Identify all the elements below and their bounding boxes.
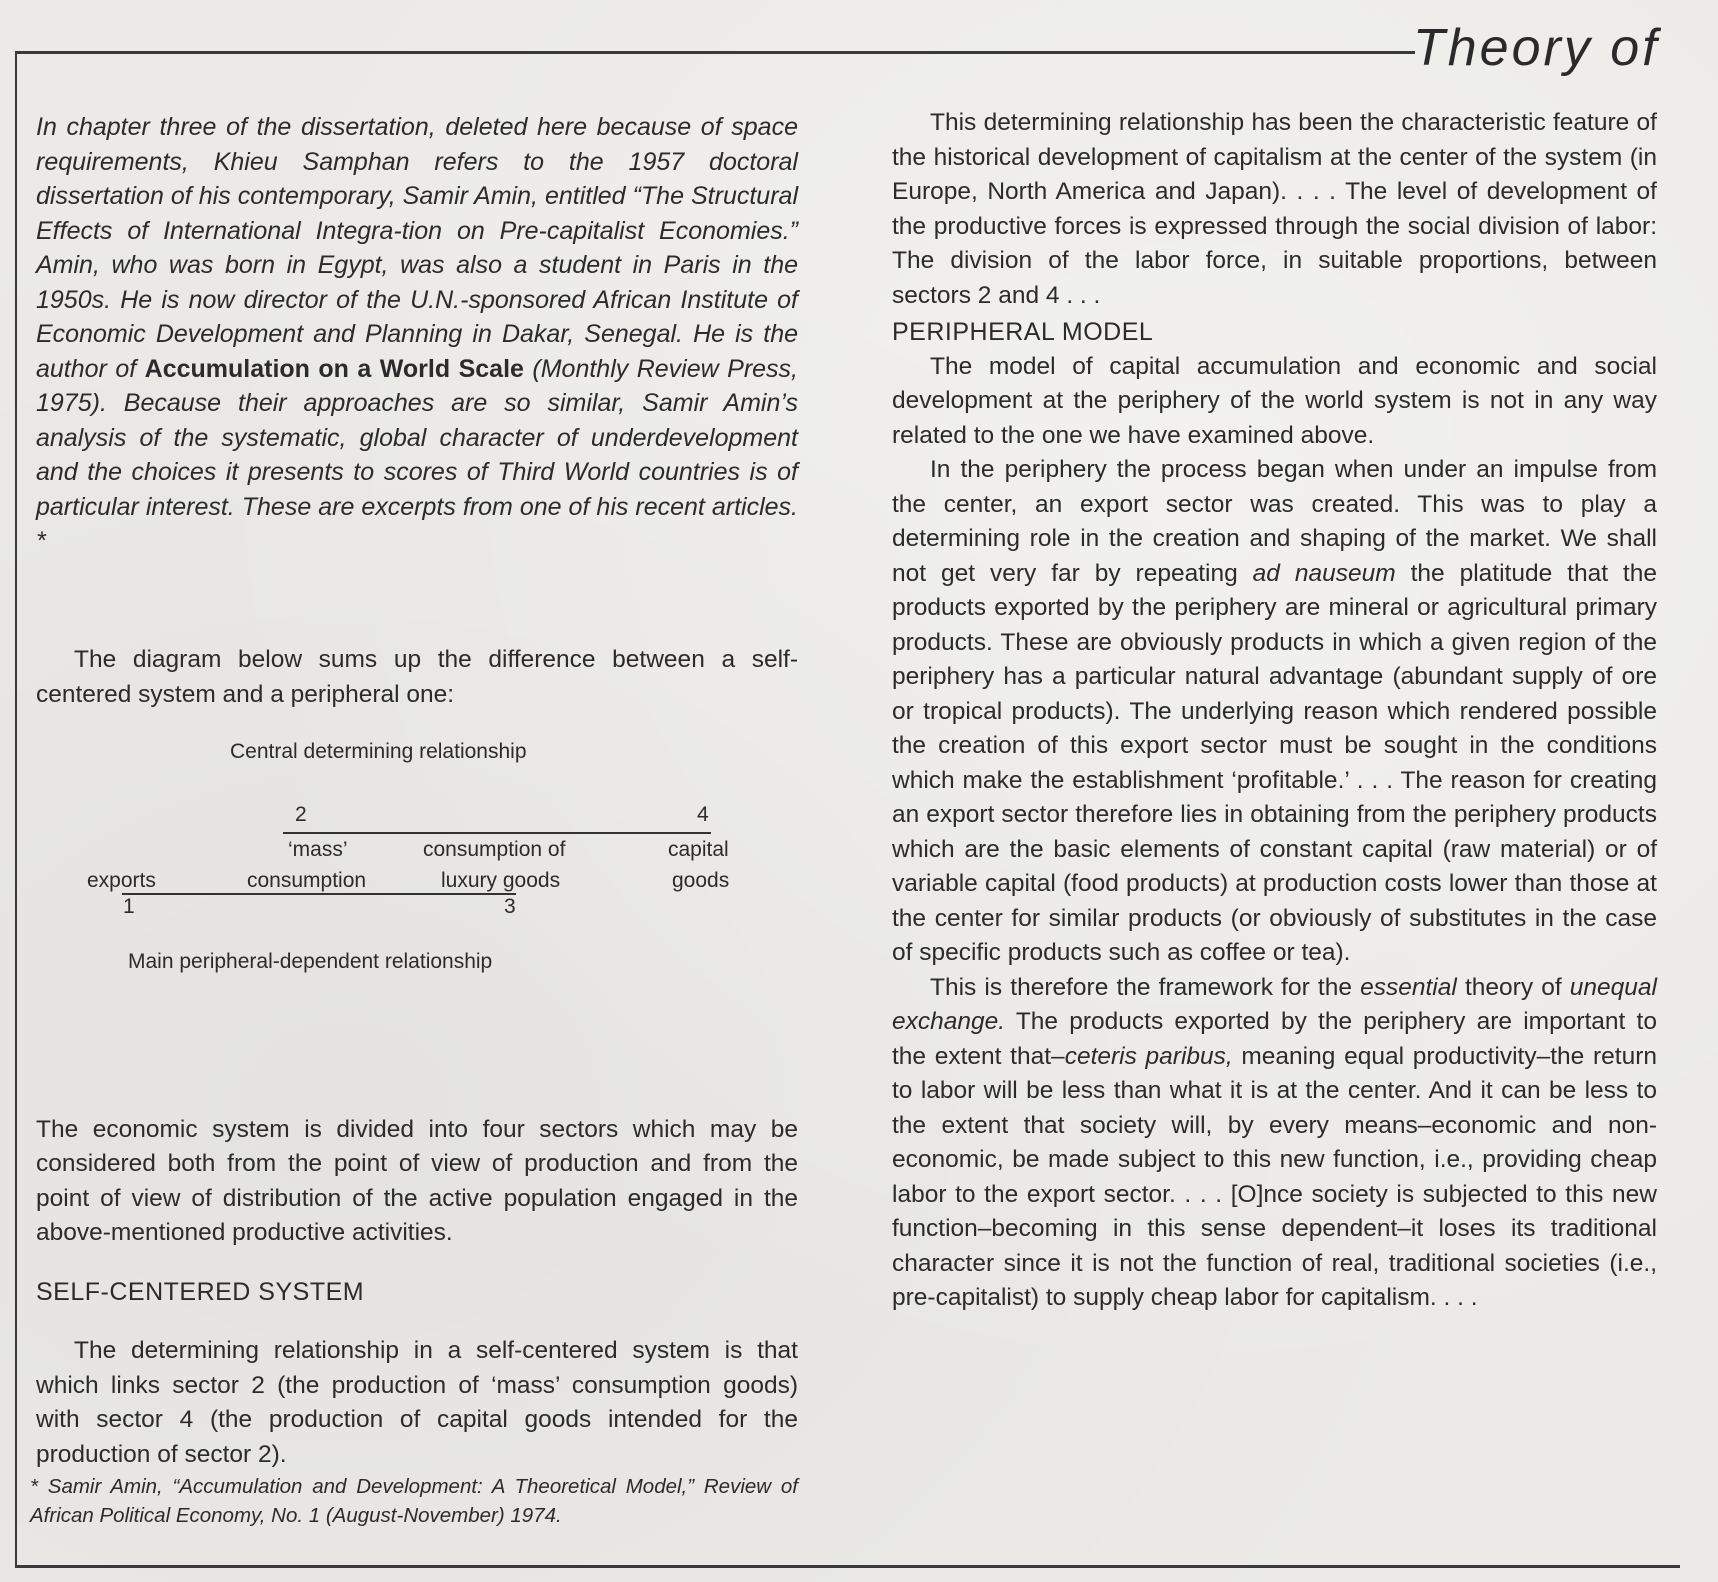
book-title: Accumulation on a World Scale — [144, 354, 524, 383]
label-exports: exports — [87, 869, 156, 892]
paragraph-peripheral-model: The model of capital accumulation and economic and social development at the periphery of the world system is not in any way related to the one we have examined above. — [892, 352, 1657, 449]
self-centered-paragraph: The determining relationship in a self-centered system is that which links sector 2 (the production of ‘mass’ consumption goods) with sector 4 (the production of capital goods intended for the production of sector 2). — [36, 1337, 798, 1468]
paragraph-export-sector-text: In the periphery the process began when under an impulse from the center, an export sector was created. This was to play a determining role in the creation and shaping of the market. We shall not get very far by repeating — [892, 456, 1657, 587]
bottom-rule — [15, 1565, 1680, 1568]
sector-2-number: 2 — [295, 803, 307, 826]
paragraph-unequal-exchange — [892, 971, 1657, 1316]
diagram-bottom-caption: Main peripheral-dependent relationship — [128, 950, 493, 973]
diagram-top-caption: Central determining relationship — [230, 740, 527, 763]
sector-4-number: 4 — [697, 803, 709, 826]
diagram-lead-paragraph: The diagram below sums up the difference between a self-centered system and a peripheral one: — [36, 646, 798, 708]
left-column-lower — [36, 1088, 798, 1497]
paragraph-export-sector-text-cont: the platitude that the products exported by the periphery are mineral or agricultural primary products. These are obviously products in which a given region of the periphery has a particular natural advantage (abundant supply of ore or tropical products). The underlying reason which rendered possible the creation of this export sector must be sought in the conditions which make the establishment ‘profitable.’ . . . The reason for creating an export sector therefore lies in obtaining from the periphery products which are the basic elements of constant capital (raw material) or of variable capital (food products) at production costs lower than those at the center for similar products (or obviously of substitutes in the case of specific products such as coffee or tea). — [892, 559, 1657, 966]
italic-ceteris-paribus: ceteris paribus, — [1064, 1042, 1233, 1070]
text-segment: The products exported by the periphery are important to the extent that– — [892, 1008, 1657, 1070]
paragraph-determining-relationship: This determining relationship has been the characteristic feature of the historical development of capitalism at the center of the system (in Europe, North America and Japan). . . . The level of development of the productive forces is expressed through the social division of labor: The division of the labor force, in suitable proportions, between sectors 2 and 4 . . . — [892, 109, 1657, 309]
section-heading-self-centered: SELF-CENTERED SYSTEM — [36, 1278, 365, 1306]
text-segment: This is therefore the framework for the — [930, 973, 1361, 1001]
article-title: Theory of — [1413, 19, 1660, 77]
footnote: * Samir Amin, “Accumulation and Development: A Theoretical Model,” Review of African Political Economy, No. 1 (August-November) 1974. — [30, 1475, 798, 1527]
editor-note-text-cont: (Monthly Review Press, 1975). Because their approaches are so similar, Samir Amin’s analysis of the systematic, global character of underdevelopment and the choices it presents to scores of Third World countries is of particular interest. These are excerpts from one of his recent articles. * — [36, 354, 798, 555]
label-luxury-goods: luxury goods — [441, 869, 561, 892]
italic-unequal-exchange: unequal exchange. — [892, 973, 1657, 1035]
sectors-paragraph: The economic system is divided into four sectors which may be considered both from the point of view of production and from the point of view of distribution of the active population engaged in the above-mentioned productive activities. — [36, 1115, 798, 1246]
label-consumption-of: consumption of — [423, 838, 566, 861]
editor-note-text: In chapter three of the dissertation, deleted here because of space requirements, Khieu Samphan refers to the 1957 doctoral dissertation of his contemporary, Samir Amin, entitled “The Structural Effects of International Integra-tion on Pre-capitalist Economies.” Amin, who was born in Egypt, was also a student in Paris in the 1950s. He is now director of the U.N.-sponsored African Institute of Economic Development and Planning in Dakar, Senegal. He is the author of — [36, 113, 798, 383]
peripheral-relationship-line — [122, 893, 516, 895]
italic-ad-nauseum: ad nauseum — [1252, 559, 1396, 587]
sector-1-number: 1 — [123, 895, 135, 918]
label-consumption: consumption — [247, 869, 367, 892]
section-heading-peripheral-model: PERIPHERAL MODEL — [892, 318, 1154, 346]
text-segment: theory of — [1456, 973, 1570, 1001]
sector-diagram — [0, 740, 860, 990]
sector-3-number: 3 — [504, 895, 516, 918]
italic-essential: essential — [1360, 973, 1457, 1001]
central-relationship-line — [283, 832, 711, 834]
top-rule — [15, 51, 1415, 54]
label-goods: goods — [672, 869, 730, 892]
right-column — [892, 106, 1657, 1316]
label-capital: capital — [668, 838, 729, 861]
text-segment: meaning equal productivity–the return to labor will be less than what it is at the center. And it can be less to the extent that society will, by every means–economic and non-economic, be made subject to this new function, i.e., providing cheap labor to the export sector. . . . [O]nce society is subjected to this new function–becoming in this sense dependent–it loses its traditional character since it is not the function of real, traditional societies (i.e., pre-capitalist) to supply cheap labor for capitalism. . . . — [892, 1042, 1657, 1311]
editor-note — [36, 110, 798, 559]
paragraph-export-sector — [892, 453, 1657, 971]
label-mass: ‘mass’ — [288, 838, 348, 861]
